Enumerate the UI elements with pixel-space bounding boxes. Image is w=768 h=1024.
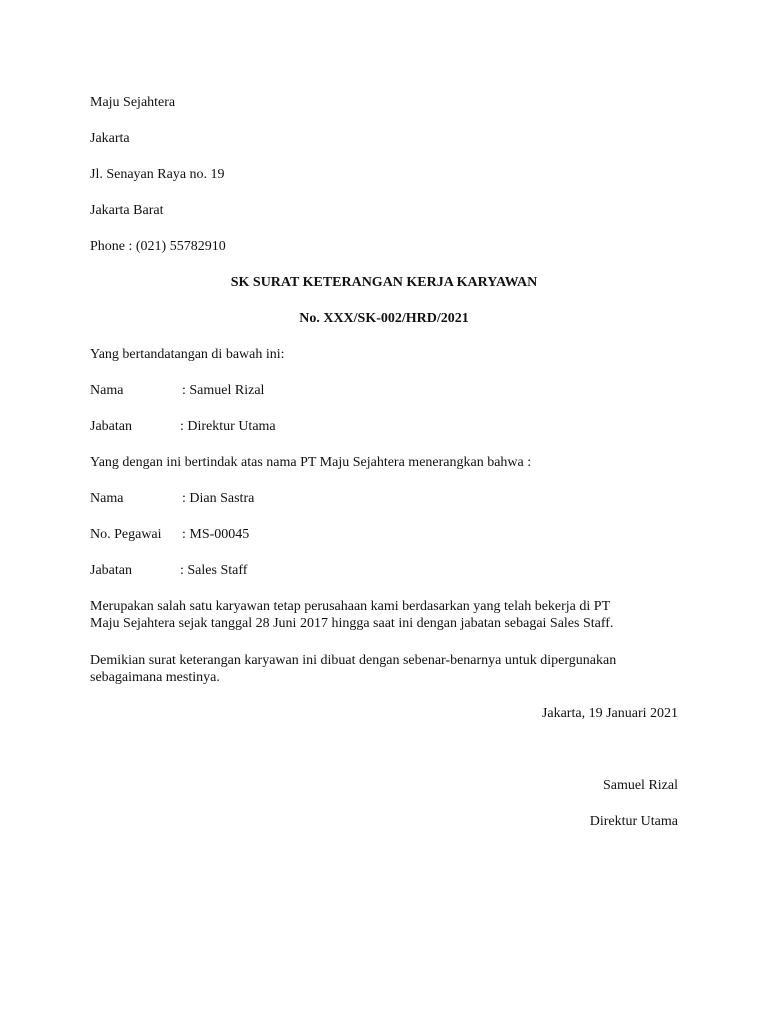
signer-name-row	[90, 382, 390, 400]
company-name: Maju Sejahtera	[90, 95, 176, 110]
company-city: Jakarta	[90, 131, 130, 146]
closing-paragraph-line-2: sebagaimana mestinya.	[90, 670, 220, 685]
employee-position-row	[90, 562, 390, 580]
signer-name-label: Nama	[90, 383, 124, 398]
signer-position-label: Jabatan	[90, 419, 132, 434]
signer-position-value: : Direktur Utama	[180, 419, 276, 434]
signer-name-value: : Samuel Rizal	[182, 383, 265, 398]
signature-name: Samuel Rizal	[602, 778, 678, 793]
employee-name-row	[90, 490, 390, 508]
employee-name-value: : Dian Sastra	[182, 491, 255, 506]
body-paragraph-line-1: Merupakan salah satu karyawan tetap perusahaan kami berdasarkan yang telah bekerja di PT	[90, 599, 611, 614]
signature-title: Direktur Utama	[589, 814, 678, 829]
employee-position-value: : Sales Staff	[180, 563, 248, 578]
letter-title: SK SURAT KETERANGAN KERJA KARYAWAN	[230, 275, 538, 290]
body-paragraph-line-2: Maju Sejahtera sejak tanggal 28 Juni 2017 hingga saat ini dengan jabatan sebagai Sales Staff.	[90, 616, 614, 631]
letter-number: No. XXX/SK-002/HRD/2021	[299, 311, 469, 326]
statement-text: Yang dengan ini bertindak atas nama PT Maju Sejahtera menerangkan bahwa :	[90, 455, 532, 470]
signer-position-row	[90, 418, 390, 436]
employee-name-label: Nama	[90, 491, 124, 506]
employee-id-value: : MS-00045	[182, 527, 250, 542]
employee-position-label: Jabatan	[90, 563, 132, 578]
company-phone: Phone : (021) 55782910	[90, 239, 226, 254]
intro-text: Yang bertandatangan di bawah ini:	[90, 347, 285, 362]
place-date: Jakarta, 19 Januari 2021	[541, 706, 678, 721]
employee-id-label: No. Pegawai	[90, 527, 162, 542]
company-street: Jl. Senayan Raya no. 19	[90, 167, 225, 182]
employee-id-row	[90, 526, 390, 544]
closing-paragraph-line-1: Demikian surat keterangan karyawan ini dibuat dengan sebenar-benarnya untuk dipergunakan	[90, 653, 617, 668]
company-district: Jakarta Barat	[90, 203, 164, 218]
